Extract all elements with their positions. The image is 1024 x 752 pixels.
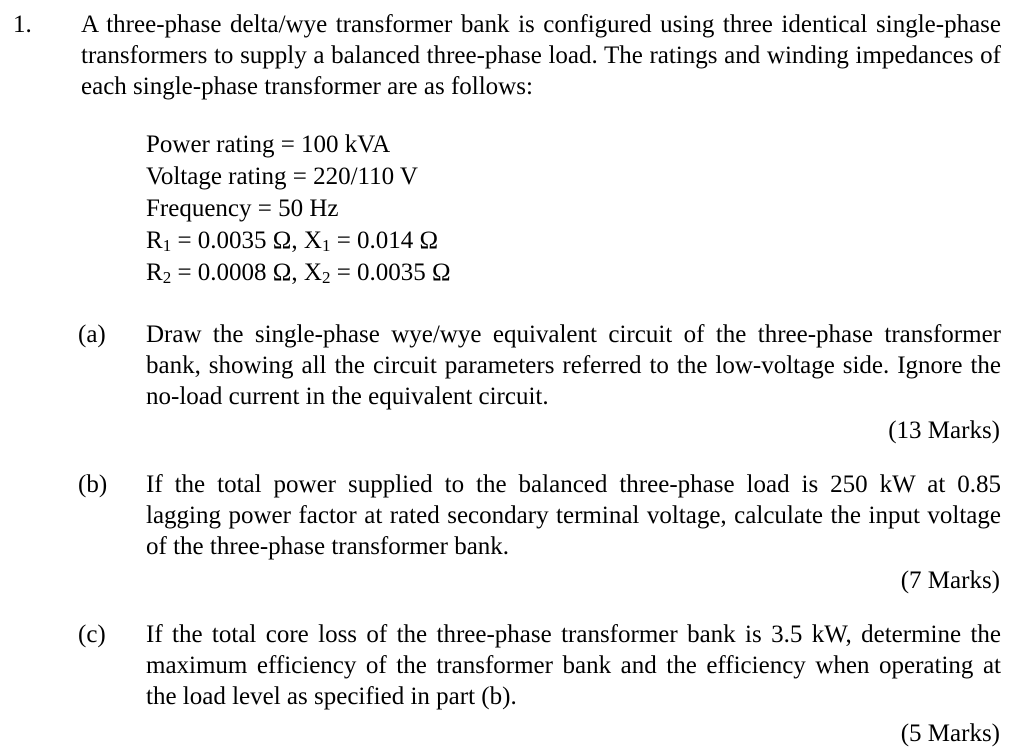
part-a-text: Draw the single-phase wye/wye equivalent circuit of the three-phase transformer bank, showing all the circuit parameters referred to the low-voltage side. Ignore the no-load current in the equivalent circuit. (146, 321, 1001, 410)
r1-symbol: R (146, 227, 163, 254)
question-number: 1. (13, 11, 32, 38)
primary-impedance (146, 225, 451, 257)
question-intro: A three-phase delta/wye transformer bank is configured using three identical single-phase transformers to supply a balanced three-phase load. The ratings and winding impedances of each single-phase transformer are as follows: (81, 11, 1001, 100)
r1-subscript: 1 (162, 236, 172, 255)
r2-value: = 0.0008 Ω, (171, 259, 304, 286)
part-b-label: (b) (78, 471, 108, 498)
part-a-marks: (13 Marks) (888, 417, 1000, 444)
frequency-rating: Frequency = 50 Hz (146, 195, 339, 222)
part-b-marks: (7 Marks) (900, 567, 1000, 594)
x1-subscript: 1 (321, 236, 331, 255)
x1-symbol: X (303, 227, 322, 254)
r2-symbol: R (146, 259, 163, 286)
secondary-impedance (146, 257, 451, 289)
part-b-text: If the total power supplied to the balanced three-phase load is 250 kW at 0.85 lagging power factor at rated secondary terminal voltage, calculate the input voltage of the three-phase transformer bank. (146, 471, 1001, 560)
x2-subscript: 2 (321, 268, 331, 287)
x2-symbol: X (303, 259, 322, 286)
r1-value: = 0.0035 Ω, (171, 227, 304, 254)
part-c-text: If the total core loss of the three-phase transformer bank is 3.5 kW, determine the maximum efficiency of the transformer bank and the efficiency when operating at the load level as specified in part (b). (146, 621, 1001, 710)
part-c-marks: (5 Marks) (900, 720, 1000, 747)
part-c-label: (c) (78, 621, 106, 648)
power-rating: Power rating = 100 kVA (146, 131, 391, 158)
x2-value: = 0.0035 Ω (330, 259, 451, 286)
x1-value: = 0.014 Ω (330, 227, 439, 254)
r2-subscript: 2 (162, 268, 172, 287)
part-a-label: (a) (78, 321, 106, 348)
transformer-ratings (146, 129, 451, 289)
voltage-rating: Voltage rating = 220/110 V (146, 163, 418, 190)
